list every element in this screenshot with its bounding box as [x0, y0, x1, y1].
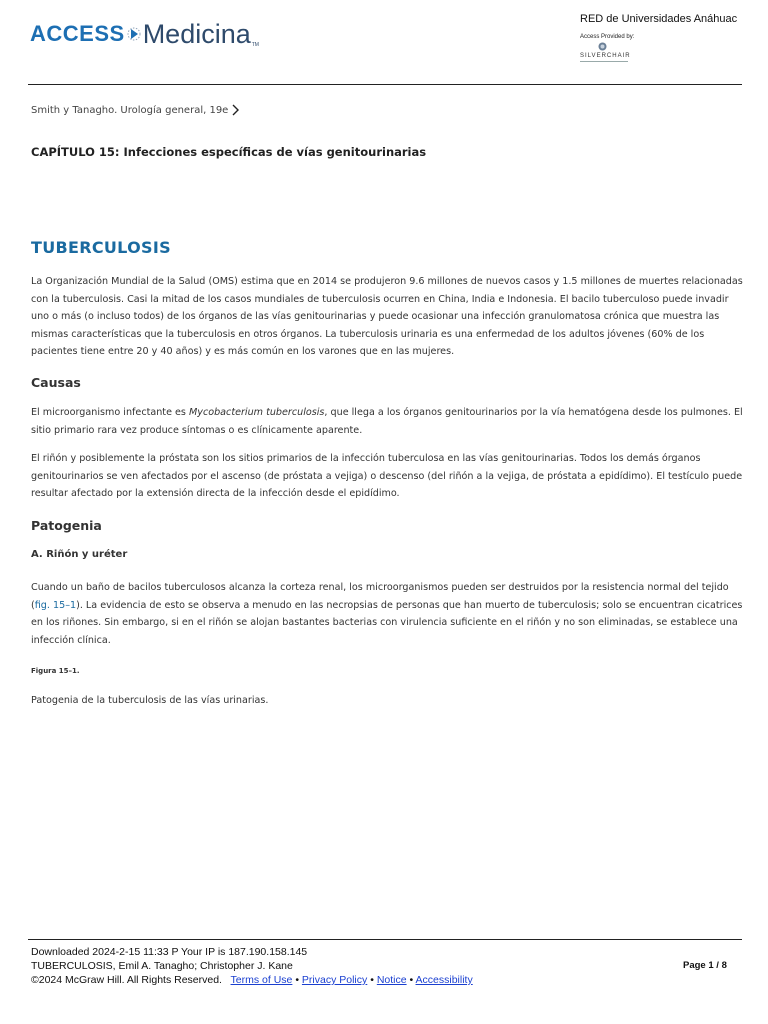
footer-divider — [28, 939, 742, 940]
logo-arrow-icon — [127, 23, 141, 45]
notice-link[interactable]: Notice — [376, 974, 407, 986]
footer-legal — [31, 973, 473, 987]
page-total: 8 — [721, 960, 727, 971]
subheading-causas: Causas — [31, 375, 81, 390]
logo-medicina-text: Medicina — [142, 18, 251, 49]
p2-text-b: , que llega a los órganos genitourinarios por la vía hematógena desde los pulmones. El sitio primario rara vez produce síntomas o es clínicamente aparente. — [31, 407, 743, 436]
logo-access-text: ACCESS — [30, 21, 125, 46]
silverchair-emblem-icon — [598, 42, 607, 51]
footer-sep: • — [295, 974, 299, 986]
logo-trademark: TM — [251, 42, 259, 48]
paragraph-causas-2: El riñón y posiblemente la próstata son los sitios primarios de la infección tuberculosa en las vías genitourinarias. Todos los demás órganos genitourinarios se ven afectados por el ascenso (de próstata a vejiga) o descenso (del riñón a la vejiga, de próstata a epidídimo). El testículo puede resultar afectado por la extensión directa de la infección desde el epidídimo. — [31, 453, 743, 499]
silverchair-logo: SILVERCHAIR — [580, 53, 631, 59]
institution-name: RED de Universidades Anáhuac — [580, 13, 738, 25]
paragraph-causas-1 — [31, 404, 743, 439]
breadcrumb-book[interactable]: Smith y Tanagho. Urología general, 19e — [31, 104, 229, 116]
accessibility-link[interactable]: Accessibility — [415, 974, 473, 986]
accessmedicina-logo[interactable] — [30, 14, 259, 54]
breadcrumb[interactable] — [31, 104, 239, 116]
page-current: 1 — [708, 960, 714, 971]
footer-sep: • — [370, 974, 374, 986]
page-indicator: Page 1 / 8 — [683, 960, 727, 971]
subheading-rinon-ureter: A. Riñón y uréter — [31, 549, 128, 560]
chevron-right-icon — [231, 104, 239, 116]
footer-sep: • — [409, 974, 414, 986]
p4-text-b: ). La evidencia de esto se observa a menudo en las necropsias de personas que han muerto de tuberculosis; solo se encuentran cicatrices en los riñones. Sin embargo, si en el riñón se alojan bastantes bacterias con virulencia suficiente en el riñón y no son eliminadas, se establece una infección clínica. — [31, 599, 743, 646]
paragraph-intro: La Organización Mundial de la Salud (OMS) estima que en 2014 se produjeron 9.6 millones de nuevos casos y 1.5 millones de muertes relacionadas con la tuberculosis. Casi la mitad de los casos mundiales de tuberculosis ocurren en China, India e Indonesia. El bacilo tuberculoso puede invadir uno o más (o incluso todos) de los órganos de las vías genitourinarias y puede ocasionar una infección granulomatosa crónica que muestra las mismas características que la tuberculosis en otros órganos. La tuberculosis urinaria es una enfermedad de los adultos jóvenes (60% de los pacientes tiene entre 20 y 40 años) y es más común en los varones que en las mujeres. — [31, 276, 743, 357]
footer-citation: TUBERCULOSIS, Emil A. Tanagho; Christopher J. Kane — [31, 960, 293, 972]
figure-caption: Patogenia de la tuberculosis de las vías urinarias. — [31, 695, 269, 706]
site-header — [0, 0, 768, 86]
chapter-title: CAPÍTULO 15: Infecciones específicas de vías genitourinarias — [31, 145, 427, 159]
privacy-link[interactable]: Privacy Policy — [301, 974, 368, 986]
figure-link[interactable]: fig. 15–1 — [34, 599, 77, 611]
terms-link[interactable]: Terms of Use — [230, 974, 293, 986]
page-footer — [31, 945, 473, 987]
silverchair-tagline-rule — [580, 61, 628, 62]
paragraph-patogenia — [31, 579, 743, 649]
section-heading-tuberculosis: TUBERCULOSIS — [31, 238, 171, 257]
p2-organism-name: Mycobacterium tuberculosis — [188, 407, 325, 418]
figure-label: Figura 15–1. — [31, 667, 80, 675]
access-provided-by: Access Provided by: — [580, 34, 635, 40]
page-label: Page — [683, 960, 706, 971]
p4-text-a: Cuando un baño de bacilos tuberculosos alcanza la corteza renal, los microorganismos pueden ser destruidos por la resistencia normal del tejido ( — [31, 582, 729, 611]
footer-copyright: ©2024 McGraw Hill. All Rights Reserved. — [31, 974, 222, 986]
footer-download-info: Downloaded 2024-2-15 11:33 P Your IP is 187.190.158.145 — [31, 946, 308, 958]
p2-text-a: El microorganismo infectante es — [31, 407, 189, 418]
header-divider — [28, 84, 742, 85]
subheading-patogenia: Patogenia — [31, 518, 102, 533]
